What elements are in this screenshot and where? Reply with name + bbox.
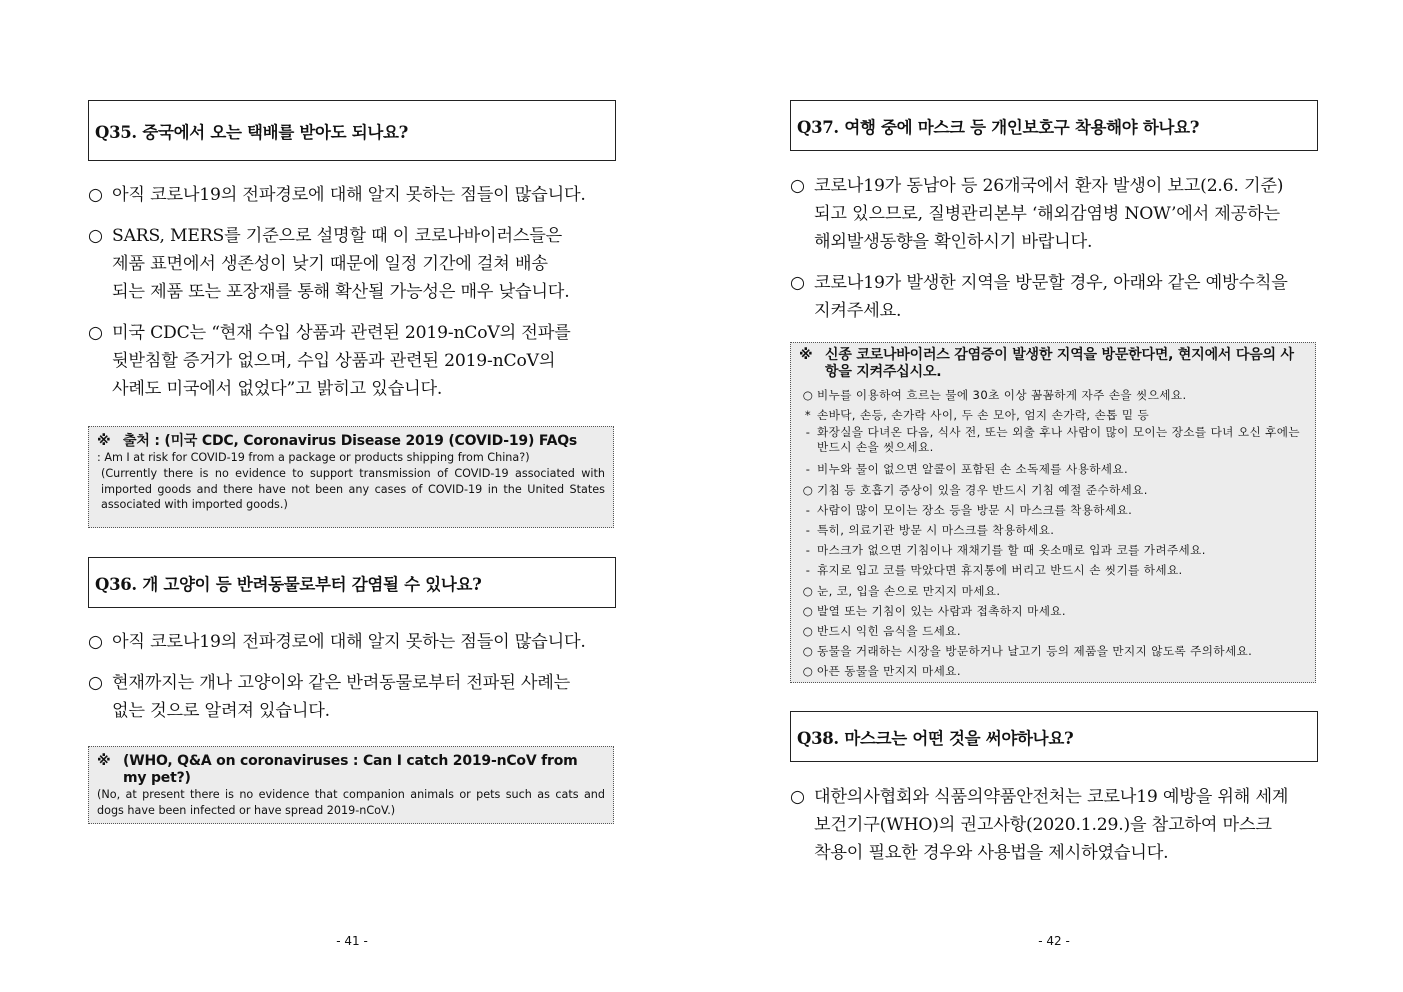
note-answer: (No, at present there is no evidence that companion animals or pets such as cats and dogs have been infected or have spread 2019-nCoV.) [97,788,605,817]
reference-mark-icon: ※ [97,753,111,769]
q35-title-box [88,100,616,161]
q37-bullet-2: ○ 코로나19가 발생한 지역을 방문할 경우, 아래와 같은 예방수칙을 지켜주세요. [790,269,1318,325]
q35-bullet-1: ○ 아직 코로나19의 전파경로에 대해 알지 못하는 점들이 많습니다. [88,181,616,209]
list-item: - 화장실을 다녀온 다음, 식사 전, 또는 외출 후나 사람이 많이 모이는 장소를 다녀 오신 후에는 반드시 손을 씻으세요. [805,425,1300,455]
page-number: - 42 - [1038,934,1070,948]
list-item: - 마스크가 없으면 기침이나 재채기를 할 때 옷소매로 입과 코를 가려주세요. [805,543,1206,558]
bullet-symbol: ○ [88,185,103,205]
note-heading: (WHO, Q&A on coronaviruses : Can I catch 2019-nCoV from my pet?) [123,753,578,786]
q36-title-box [88,557,616,608]
bullet-symbol: ○ [88,323,103,343]
note-answer: (Currently there is no evidence to support transmission of COVID-19 associated with imported goods and there have not been any cases of COVID-19 in the United States associated with imported goods.) [101,466,605,512]
reference-mark-icon: ※ [97,433,111,449]
bullet-symbol: ○ [790,176,805,196]
q38-title-box [790,711,1318,762]
list-item: ○ 반드시 익힌 음식을 드세요. [802,624,961,639]
q36-bullet-2: ○ 현재까지는 개나 고양이와 같은 반려동물로부터 전파된 사례는 없는 것으로 알려져 있습니다. [88,669,616,725]
bullet-symbol: ○ [790,273,805,293]
page-41 [88,0,618,992]
list-item: - 비누와 물이 없으면 알콜이 포함된 손 소독제를 사용하세요. [805,462,1129,477]
list-item: ○ 발열 또는 기침이 있는 사람과 접촉하지 마세요. [802,603,1066,618]
page-number: - 41 - [336,934,368,948]
note-heading: 출처 : (미국 CDC, Coronavirus Disease 2019 (COVID-19) FAQs [123,433,578,449]
q35-title: Q35. 중국에서 오는 택배를 받아도 되나요? [95,122,409,142]
list-item: ○ 눈, 코, 입을 손으로 만지지 마세요. [802,583,1001,598]
q37-title-box [790,100,1318,151]
q36-bullet-1: ○ 아직 코로나19의 전파경로에 대해 알지 못하는 점들이 많습니다. [88,628,616,656]
q37-bullet-1: ○ 코로나19가 동남아 등 26개국에서 환자 발생이 보고(2.6. 기준) 되고 있으므로, 질병관리본부 ‘해외감염병 NOW’에서 제공하는 해외발생동향을 확인하시기 바랍니다. [790,172,1318,256]
list-item: - 사람이 많이 모이는 장소 등을 방문 시 마스크를 착용하세요. [805,502,1133,517]
q38-title: Q38. 마스크는 어떤 것을 써야하나요? [797,728,1074,748]
q38-bullet-1: ○ 대한의사협회와 식품의약품안전처는 코로나19 예방을 위해 세계 보건기구(WHO)의 권고사항(2020.1.29.)을 참고하여 마스크 착용이 필요한 경우와 사용법을 제시하였습니다. [790,783,1318,867]
prevention-list [799,385,1307,682]
reference-mark-icon: ※ [799,347,813,363]
q35-source-note [88,426,614,528]
bullet-symbol: ○ [88,226,103,246]
bullet-symbol: ○ [88,673,103,693]
bullet-symbol: ○ [790,787,805,807]
list-item: - 특히, 의료기관 방문 시 마스크를 착용하세요. [805,523,1055,538]
q36-title: Q36. 개 고양이 등 반려동물로부터 감염될 수 있나요? [95,574,482,594]
page-42 [790,0,1320,992]
list-item: * 손바닥, 손등, 손가락 사이, 두 손 모아, 엄지 손가락, 손톱 밑 등 [804,408,1150,423]
list-item: ○ 동물을 거래하는 시장을 방문하거나 날고기 등의 제품을 만지지 않도록 주의하세요. [802,644,1253,659]
prevention-heading: 신종 코로나바이러스 감염증이 발생한 지역을 방문한다면, 현지에서 다음의 사항을 지켜주십시오. [825,347,1294,380]
list-item: ○ 비누를 이용하여 흐르는 물에 30초 이상 꼼꼼하게 자주 손을 씻으세요. [802,388,1187,402]
list-item: ○ 아픈 동물을 만지지 마세요. [802,664,961,679]
note-question: : Am I at risk for COVID-19 from a package or products shipping from China?) [97,451,530,464]
q36-source-note [88,746,614,824]
bullet-symbol: ○ [88,632,103,652]
list-item: - 휴지로 입고 코를 막았다면 휴지통에 버리고 반드시 손 씻기를 하세요. [805,563,1183,578]
q37-prevention-box [790,342,1316,683]
list-item: ○ 기침 등 호흡기 증상이 있을 경우 반드시 기침 예절 준수하세요. [802,482,1148,497]
q37-title: Q37. 여행 중에 마스크 등 개인보호구 착용해야 하나요? [797,117,1200,137]
q35-bullet-2: ○ SARS, MERS를 기준으로 설명할 때 이 코로나바이러스들은 제품 표면에서 생존성이 낮기 때문에 일정 기간에 걸쳐 배송 되는 제품 또는 포장재를 통해 확산될 가능성은 매우 낮습니다. [88,222,616,306]
q35-bullet-3: ○ 미국 CDC는 “현재 수입 상품과 관련된 2019-nCoV의 전파를 뒷받침할 증거가 없으며, 수입 상품과 관련된 2019-nCoV의 사례도 미국에서 없었다”고 밝히고 있습니다. [88,319,616,403]
